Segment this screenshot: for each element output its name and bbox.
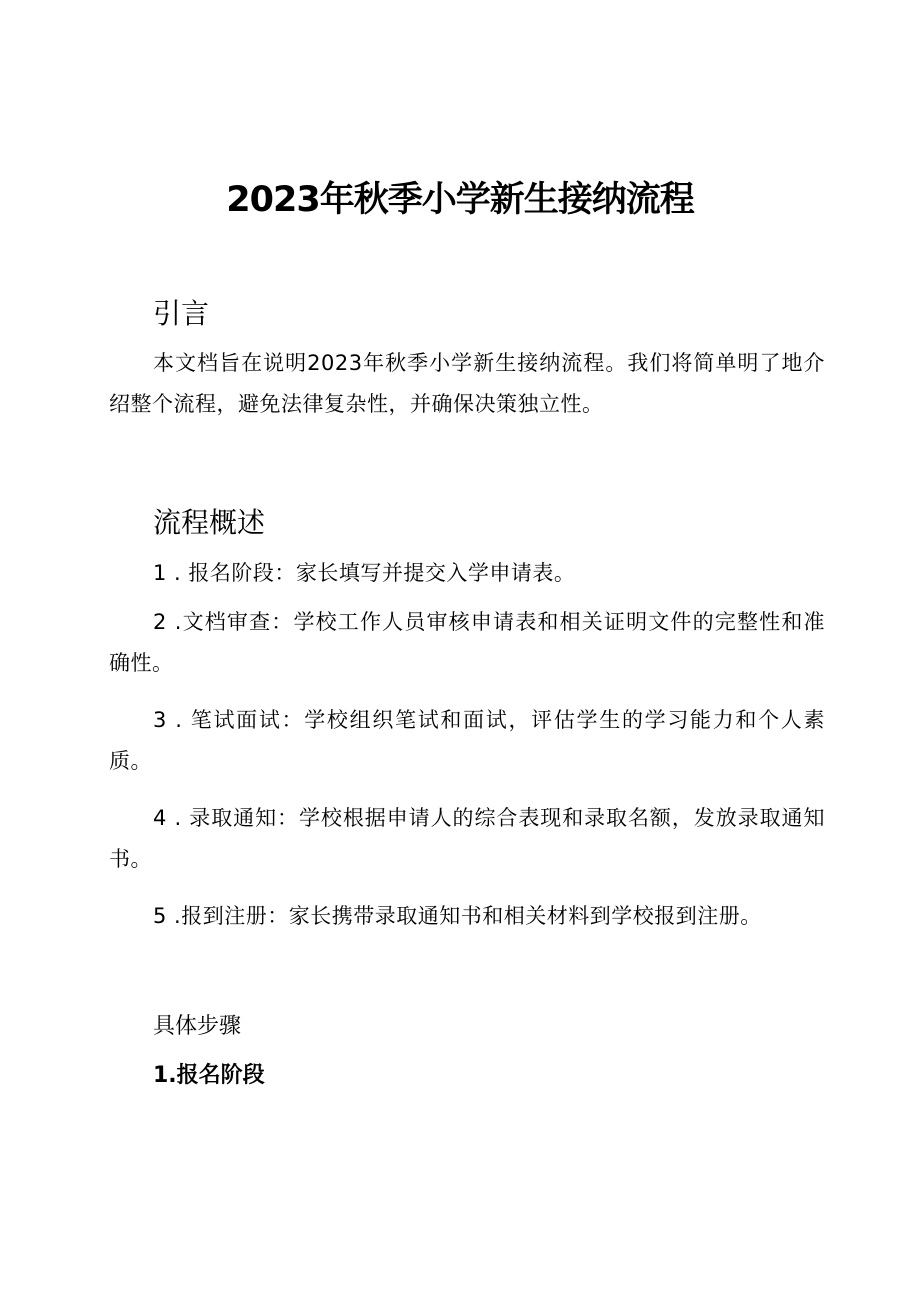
steps-heading: 具体步骤 bbox=[153, 1014, 242, 1039]
overview-item-5: 5 .报到注册：家长携带录取通知书和相关材料到学校报到注册。 bbox=[153, 904, 762, 928]
intro-paragraph: 本文档旨在说明2023年秋季小学新生接纳流程。我们将简单明了地介绍整个流程，避免法律复杂性，并确保决策独立性。 bbox=[109, 351, 825, 416]
overview-item-3: 3 . 笔试面试：学校组织笔试和面试，评估学生的学习能力和个人素质。 bbox=[109, 708, 825, 773]
overview-item-4: 4 . 录取通知：学校根据申请人的综合表现和录取名额，发放录取通知书。 bbox=[109, 806, 825, 871]
overview-item-1: 1 . 报名阶段：家长填写并提交入学申请表。 bbox=[153, 561, 576, 585]
step1-heading: 1.报名阶段 bbox=[153, 1063, 265, 1088]
overview-heading: 流程概述 bbox=[153, 506, 266, 539]
intro-heading: 引言 bbox=[153, 297, 210, 330]
document-title: 2023年秋季小学新生接纳流程 bbox=[226, 180, 694, 220]
overview-item-2: 2 .文档审查：学校工作人员审核申请表和相关证明文件的完整性和准确性。 bbox=[109, 610, 825, 675]
